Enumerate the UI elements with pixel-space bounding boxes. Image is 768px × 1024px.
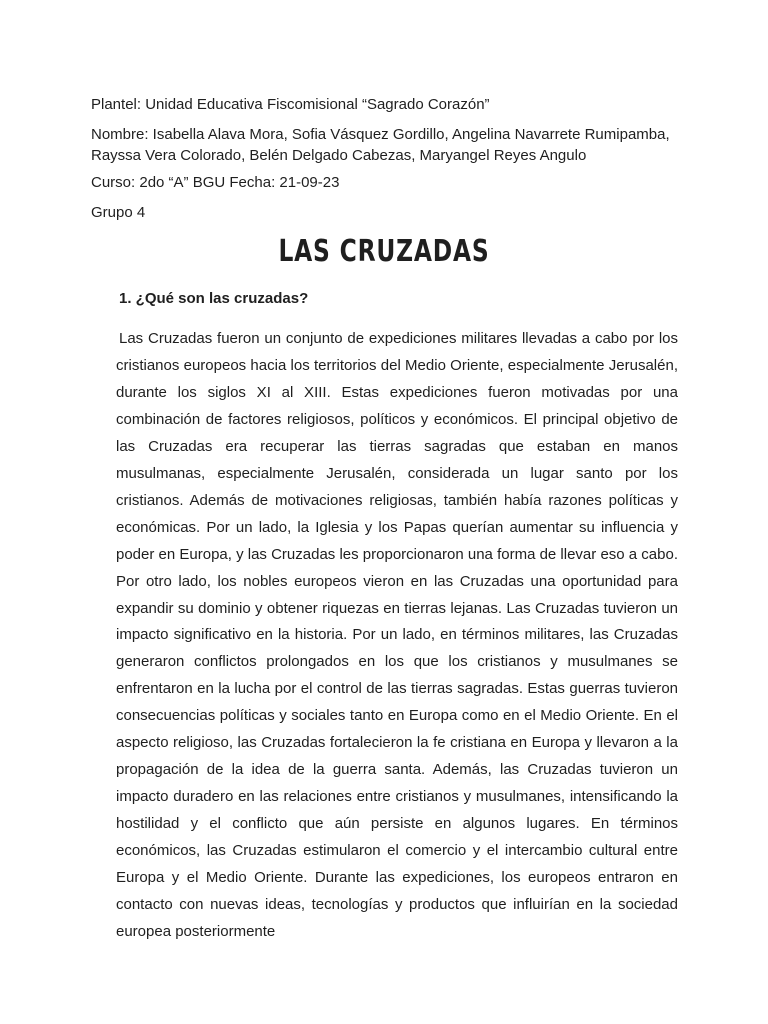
course-date-line: Curso: 2do “A” BGU Fecha: 21-09-23 [91,174,340,191]
body-paragraph: Las Cruzadas fueron un conjunto de expediciones militares llevadas a cabo por los cristianos europeos hacia los territorios del Medio Oriente, especialmente Jerusalén, durante los siglos XI al XIII. Estas expediciones fueron motivadas por una combinación de factores religiosos, políticos y económicos. El principal objetivo de las Cruzadas era recuperar las tierras sagradas que estaban en manos musulmanas, especialmente Jerusalén, considerada un lugar santo por los cristianos. Además de motivaciones religiosas, también había razones políticas y económicas. Por un lado, la Iglesia y los Papas querían aumentar su influencia y poder en Europa, y las Cruzadas les proporcionaron una forma de llevar eso a cabo. Por otro lado, los nobles europeos vieron en las Cruzadas una oportunidad para expandir su dominio y obtener riquezas en tierras lejanas. Las Cruzadas tuvieron un impacto significativo en la historia. Por un lado, en términos militares, las Cruzadas generaron conflictos prolongados en los que los cristianos y musulmanes se enfrentaron en la lucha por el control de las tierras sagradas. Estas guerras tuvieron consecuencias políticas y sociales tanto en Europa como en el Medio Oriente. En el aspecto religioso, las Cruzadas fortalecieron la fe cristiana en Europa y llevaron a la propagación de la idea de la guerra santa. Además, las Cruzadas tuvieron un impacto duradero en las relaciones entre cristianos y musulmanes, intensificando la hostilidad y el conflicto que aún persiste en algunos lugares. En términos económicos, las Cruzadas estimularon el comercio y el intercambio cultural entre Europa y el Medio Oriente. Durante las expediciones, los europeos entraron en contacto con nuevas ideas, tecnologías y productos que influirían en la sociedad europea posteriormente [116,330,678,940]
school-line: Plantel: Unidad Educativa Fiscomisional “Sagrado Corazón” [91,96,490,113]
question-heading: 1. ¿Qué son las cruzadas? [119,290,309,307]
document-title: LAS CRUZADAS [278,234,490,269]
names-line: Nombre: Isabella Alava Mora, Sofia Vásquez Gordillo, Angelina Navarrete Rumipamba, Rayssa Vera Colorado, Belén Delgado Cabezas, Maryangel Reyes Angulo [91,126,670,164]
group-line: Grupo 4 [91,204,146,221]
